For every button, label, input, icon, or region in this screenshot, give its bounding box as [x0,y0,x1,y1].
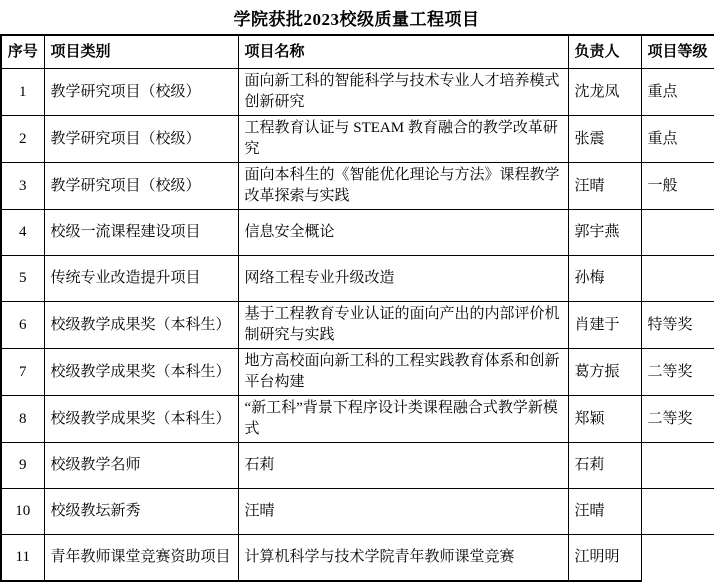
cell-category: 校级教学成果奖（本科生） [44,396,238,443]
cell-project-name: 信息安全概论 [238,210,568,256]
cell-level: 一般 [641,163,714,210]
cell-no: 9 [1,443,44,489]
cell-leader: 汪晴 [568,489,641,535]
cell-category: 教学研究项目（校级） [44,116,238,163]
cell-level [641,256,714,302]
cell-level: 重点 [641,69,714,116]
cell-leader: 葛方振 [568,349,641,396]
cell-project-name: 石莉 [238,443,568,489]
cell-category: 青年教师课堂竞赛资助项目 [44,535,238,582]
table-row [1,163,714,210]
cell-category: 传统专业改造提升项目 [44,256,238,302]
table-body [1,69,714,582]
cell-project-name: 计算机科学与技术学院青年教师课堂竞赛 [238,535,568,582]
cell-project-name: 地方高校面向新工科的工程实践教育体系和创新平台构建 [238,349,568,396]
projects-table [0,34,714,582]
cell-category: 校级一流课程建设项目 [44,210,238,256]
header-row [1,35,714,69]
page-title: 学院获批2023校级质量工程项目 [233,9,480,29]
cell-leader: 郑颖 [568,396,641,443]
table-row [1,69,714,116]
cell-category: 校级教学名师 [44,443,238,489]
cell-no: 8 [1,396,44,443]
cell-no: 5 [1,256,44,302]
table-row [1,349,714,396]
cell-project-name: 面向新工科的智能科学与技术专业人才培养模式创新研究 [238,69,568,116]
cell-leader: 江明明 [568,535,641,582]
table-row [1,210,714,256]
header-level: 项目等级 [641,35,714,69]
cell-leader: 肖建于 [568,302,641,349]
cell-category: 教学研究项目（校级） [44,69,238,116]
cell-leader: 张震 [568,116,641,163]
header-no: 序号 [1,35,44,69]
cell-level: 二等奖 [641,349,714,396]
cell-project-name: 基于工程教育专业认证的面向产出的内部评价机制研究与实践 [238,302,568,349]
cell-no: 3 [1,163,44,210]
header-leader: 负责人 [568,35,641,69]
cell-level [641,535,714,582]
cell-level [641,210,714,256]
table-row [1,116,714,163]
cell-project-name: 汪晴 [238,489,568,535]
cell-level [641,489,714,535]
cell-leader: 郭宇燕 [568,210,641,256]
cell-no: 10 [1,489,44,535]
table-row [1,489,714,535]
cell-level: 二等奖 [641,396,714,443]
table-row [1,443,714,489]
cell-no: 11 [1,535,44,582]
cell-project-name: 工程教育认证与 STEAM 教育融合的教学改革研究 [238,116,568,163]
cell-leader: 石莉 [568,443,641,489]
cell-category: 校级教学成果奖（本科生） [44,302,238,349]
cell-project-name: 面向本科生的《智能优化理论与方法》课程教学改革探索与实践 [238,163,568,210]
cell-no: 1 [1,69,44,116]
table-row [1,396,714,443]
cell-category: 教学研究项目（校级） [44,163,238,210]
table-row [1,256,714,302]
cell-project-name: 网络工程专业升级改造 [238,256,568,302]
cell-no: 4 [1,210,44,256]
cell-no: 2 [1,116,44,163]
cell-no: 6 [1,302,44,349]
cell-no: 7 [1,349,44,396]
cell-project-name: “新工科”背景下程序设计类课程融合式教学新模式 [238,396,568,443]
cell-leader: 孙梅 [568,256,641,302]
cell-leader: 沈龙凤 [568,69,641,116]
cell-category: 校级教坛新秀 [44,489,238,535]
cell-level [641,443,714,489]
table-row [1,302,714,349]
header-category: 项目类别 [44,35,238,69]
cell-leader: 汪晴 [568,163,641,210]
table-row [1,535,714,582]
cell-level: 特等奖 [641,302,714,349]
header-name: 项目名称 [238,35,568,69]
cell-level: 重点 [641,116,714,163]
cell-category: 校级教学成果奖（本科生） [44,349,238,396]
